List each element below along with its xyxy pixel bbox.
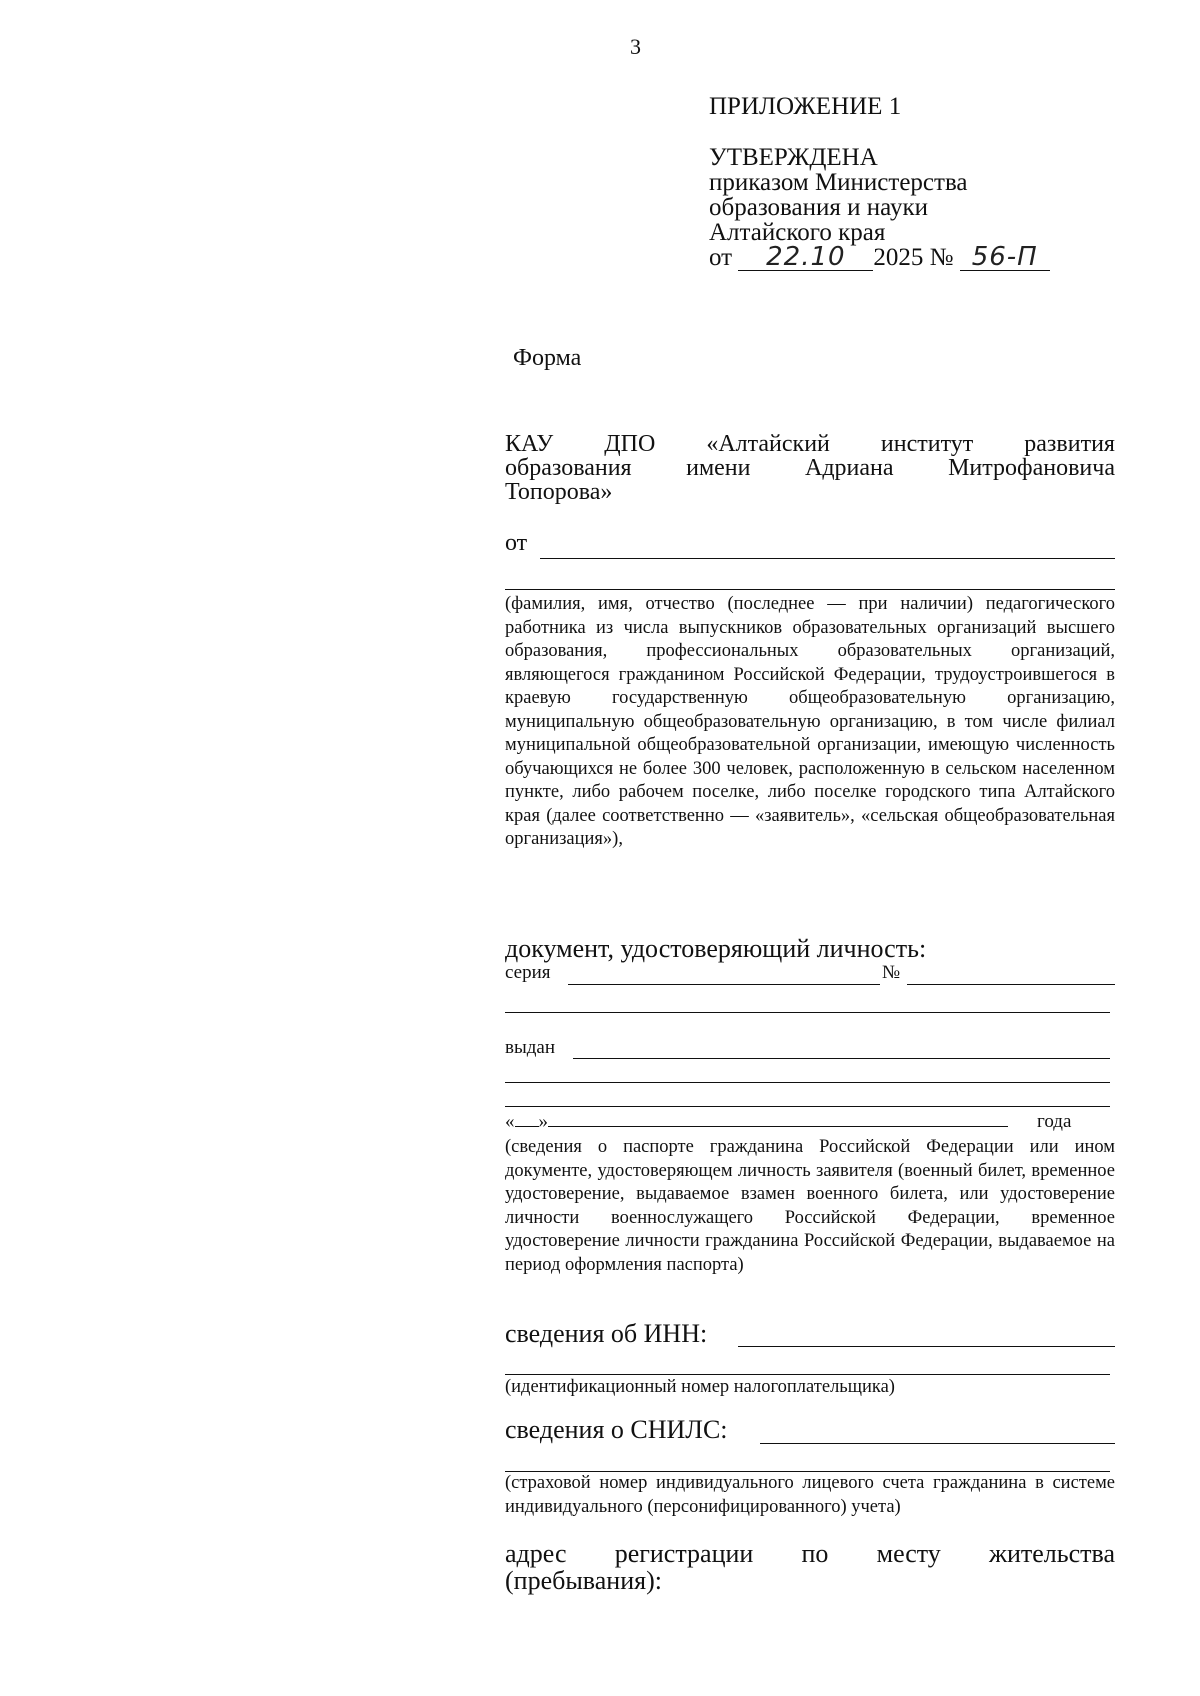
- series-row: [505, 962, 551, 984]
- from-field-line: [540, 558, 1115, 559]
- org-word: «Алтайский: [706, 431, 830, 457]
- organization-name: [505, 432, 1115, 504]
- address-line-2: (пребывания):: [505, 1566, 662, 1595]
- org-word: КАУ: [505, 431, 554, 457]
- day-field: [515, 1126, 539, 1127]
- address-word: регистрации: [614, 1539, 754, 1568]
- series-field-line: [568, 984, 880, 985]
- snils-row: [505, 1416, 728, 1443]
- issued-label: выдан: [505, 1037, 556, 1058]
- approved-label: УТВЕРЖДЕНА: [709, 144, 878, 171]
- identity-heading: документ, удостоверяющий личность:: [505, 934, 927, 963]
- org-word: имени: [686, 455, 751, 481]
- inn-field-line-2: [505, 1374, 1110, 1375]
- identity-note: (сведения о паспорте гражданина Российской Федерации или ином документе, удостоверяющем личность заявителя (военный билет, временное удостоверение, выдаваемое взамен военного билета, или удостоверение личности военнослужащего Российской Федерации, временное удостоверение личности гражданина Российской Федерации, выдаваемое на период оформления паспорта): [505, 1137, 1115, 1275]
- address-word: адрес: [505, 1539, 567, 1568]
- org-word: развития: [1024, 431, 1115, 457]
- snils-note: (страховой номер индивидуального лицевого счета гражданина в системе индивидуального (персонифицированного) учета): [505, 1473, 1115, 1517]
- address-word: месту: [876, 1539, 941, 1568]
- org-word: образования: [505, 455, 632, 481]
- org-line-2: [505, 456, 1115, 480]
- inn-label: сведения об ИНН:: [505, 1319, 708, 1348]
- approval-date-line: [709, 242, 1050, 272]
- address-heading: [505, 1540, 1115, 1594]
- issued-row: [505, 1037, 555, 1059]
- from-field-line-2: [505, 589, 1115, 590]
- date-field: [738, 242, 873, 272]
- inn-row: [505, 1320, 707, 1347]
- applicant-note: (фамилия, имя, отчество (последнее — при наличии) педагогического работника из числа выпускников образовательных организаций высшего образования, профессиональных образовательных организаций, являющегося гражданином Российской Федерации, трудоустроившегося в краевую государственную общеобразовательную организацию, муниципальную общеобразовательную организацию, в том числе филиал муниципальной общеобразовательной организации, имеющую численность обучающихся не более 300 человек, расположенную в сельском населенном пункте, либо рабочем поселке, либо поселке городского типа Алтайского края (далее соответственно — «заявитель», «сельская общеобразовательная организация»),: [505, 594, 1115, 849]
- from-label: от: [505, 530, 528, 556]
- from-row: [505, 530, 527, 557]
- approval-line-1: приказом Министерства: [709, 169, 968, 196]
- handwritten-number: 56-П: [971, 242, 1038, 272]
- address-word: жительства: [989, 1539, 1115, 1568]
- order-number-field: [960, 242, 1050, 272]
- month-field: [548, 1126, 1008, 1127]
- org-word: Адриана: [805, 455, 894, 481]
- issued-field-line-3: [505, 1106, 1110, 1107]
- approval-block: [709, 94, 1050, 271]
- number-row: [882, 962, 900, 984]
- form-label: Форма: [513, 345, 582, 371]
- issued-field-line-2: [505, 1082, 1110, 1083]
- approval-line-2: образования и науки: [709, 194, 928, 221]
- address-word: по: [801, 1539, 829, 1568]
- org-line-1: [505, 432, 1115, 456]
- issued-field-line: [573, 1058, 1110, 1059]
- address-line-1: [505, 1540, 1115, 1567]
- year-number-label: 2025 №: [873, 244, 954, 271]
- year-row: [1037, 1111, 1071, 1133]
- org-line-3: Топорова»: [505, 479, 613, 505]
- number-label: №: [882, 962, 901, 983]
- org-word: ДПО: [604, 431, 656, 457]
- org-word: Митрофановича: [948, 455, 1115, 481]
- handwritten-date: 22.10: [766, 242, 846, 272]
- appendix-title: ПРИЛОЖЕНИЕ 1: [709, 93, 902, 120]
- approval-line-3: Алтайского края: [709, 219, 886, 246]
- snils-label: сведения о СНИЛС:: [505, 1415, 728, 1444]
- date-prefix: от: [709, 244, 733, 271]
- date-quote-open: «: [505, 1111, 515, 1132]
- date-quote-close: »: [538, 1111, 548, 1132]
- identity-extra-line: [505, 1012, 1110, 1013]
- org-word: институт: [880, 431, 974, 457]
- number-field-line: [907, 984, 1115, 985]
- page-number: 3: [630, 34, 641, 59]
- series-label: серия: [505, 962, 551, 983]
- inn-field-line: [738, 1346, 1115, 1347]
- snils-field-line: [760, 1443, 1115, 1444]
- year-label: года: [1037, 1111, 1072, 1132]
- inn-note: (идентификационный номер налогоплательщика): [505, 1377, 895, 1397]
- issue-date-row: [505, 1111, 1008, 1133]
